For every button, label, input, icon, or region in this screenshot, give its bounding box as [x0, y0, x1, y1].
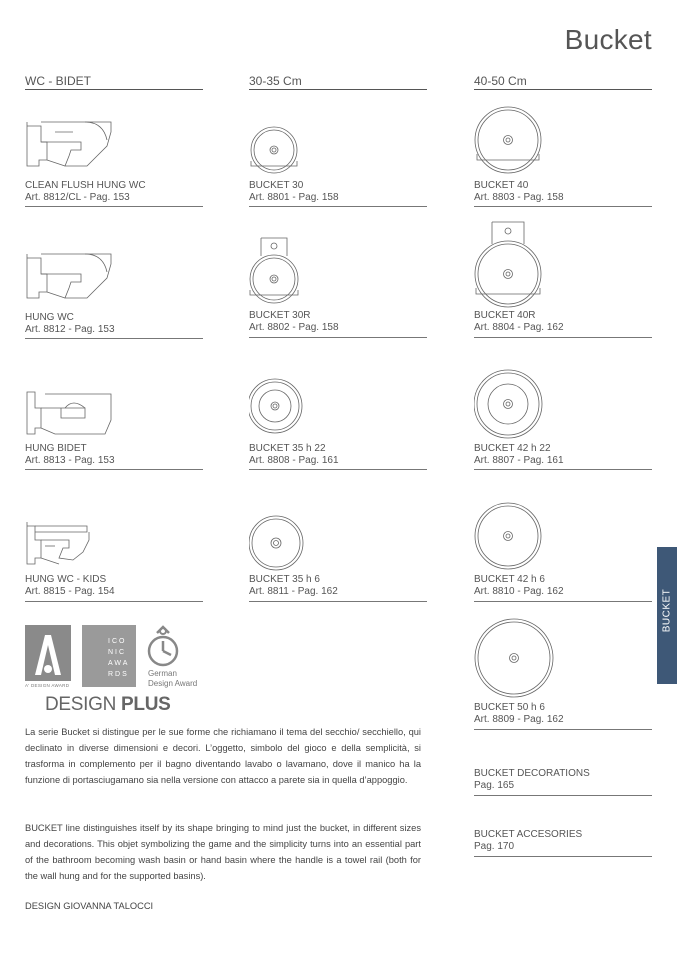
divider — [25, 601, 203, 602]
product-article: Art. 8812/CL - Pag. 153 — [25, 192, 130, 203]
product-bucket-40r[interactable] — [474, 216, 652, 342]
product-bucket-42-h22[interactable] — [474, 366, 652, 476]
product-name: BUCKET DECORATIONS — [474, 768, 590, 779]
divider — [249, 337, 427, 338]
product-article: Pag. 165 — [474, 780, 515, 791]
wc-side-drawing — [25, 252, 115, 310]
basin-top-drawing — [249, 378, 309, 438]
product-bucket-42-h6[interactable] — [474, 500, 652, 608]
design-plus-word-1: DESIGN — [45, 694, 122, 715]
iconic-line-2: NIC — [108, 649, 127, 656]
product-bucket-accesories[interactable] — [474, 827, 652, 861]
product-hung-wc[interactable] — [25, 247, 203, 342]
product-name: BUCKET 35 h 6 — [249, 574, 320, 585]
basin-top-drawing — [474, 368, 546, 440]
product-hung-wc-kids[interactable] — [25, 518, 203, 608]
product-bucket-30r[interactable] — [249, 232, 427, 342]
column-header-40-50: 40-50 Cm — [474, 74, 652, 90]
iconic-awards-logo — [82, 625, 138, 689]
a-design-award-logo — [25, 625, 73, 683]
basin-top-drawing — [474, 502, 546, 574]
basin-top-drawing — [249, 514, 309, 574]
product-bucket-50-h6[interactable] — [474, 616, 652, 734]
product-article: Art. 8809 - Pag. 162 — [474, 714, 564, 725]
divider — [474, 795, 652, 796]
divider — [249, 469, 427, 470]
column-header-30-35: 30-35 Cm — [249, 74, 427, 90]
divider — [474, 729, 652, 730]
product-name: BUCKET 30R — [249, 310, 311, 321]
product-article: Art. 8808 - Pag. 161 — [249, 455, 339, 466]
basin-top-drawing-with-handle — [249, 234, 309, 308]
iconic-line-4: RDS — [108, 671, 129, 678]
divider — [25, 206, 203, 207]
product-article: Art. 8812 - Pag. 153 — [25, 324, 115, 335]
product-name: BUCKET ACCESORIES — [474, 829, 583, 840]
divider — [474, 337, 652, 338]
product-article: Art. 8807 - Pag. 161 — [474, 455, 564, 466]
description-italian: La serie Bucket si distingue per le sue forme che richiamano il tema del secchio/ secchiello, qui declinato in diverse dimensioni e decori. L’oggetto, simbolo del gioco e della semplicità, si trasforma in complemento per il bagno diventando lavabo o lavamano, dove il manico ha la funzione di portasciugamano sia nella versione con attacco a parete sia in quella d’appoggio. — [25, 727, 421, 785]
iconic-line-3: AWA — [108, 660, 130, 667]
product-article: Art. 8802 - Pag. 158 — [249, 322, 339, 333]
page-title: Bucket — [564, 24, 652, 55]
product-hung-bidet[interactable] — [25, 380, 203, 475]
product-article: Pag. 170 — [474, 841, 515, 852]
product-bucket-decorations[interactable] — [474, 766, 652, 800]
product-bucket-35-h22[interactable] — [249, 376, 427, 476]
product-name: BUCKET 50 h 6 — [474, 702, 545, 713]
design-plus-word-2: PLUS — [121, 694, 171, 715]
product-name: BUCKET 35 h 22 — [249, 443, 326, 454]
section-side-tab[interactable] — [657, 547, 677, 684]
german-design-award-label: German Design Award — [148, 669, 198, 688]
product-name: BUCKET 40R — [474, 310, 536, 321]
divider — [474, 206, 652, 207]
divider — [474, 856, 652, 857]
product-name: HUNG WC — [25, 312, 74, 323]
bidet-side-drawing — [25, 390, 115, 440]
product-bucket-35-h6[interactable] — [249, 512, 427, 608]
basin-top-drawing-with-handle — [474, 218, 546, 310]
iconic-line-1: ICO — [108, 638, 127, 645]
product-clean-flush-hung-wc[interactable] — [25, 115, 203, 210]
product-name: CLEAN FLUSH HUNG WC — [25, 180, 146, 191]
product-article: Art. 8811 - Pag. 162 — [249, 586, 338, 597]
divider — [249, 601, 427, 602]
side-tab-label: BUCKET — [661, 588, 673, 633]
product-name: BUCKET 40 — [474, 180, 529, 191]
product-bucket-30[interactable] — [249, 118, 427, 210]
product-article: Art. 8810 - Pag. 162 — [474, 586, 564, 597]
a-design-award-caption: A' DESIGN AWARD — [25, 683, 70, 688]
product-article: Art. 8803 - Pag. 158 — [474, 192, 564, 203]
wc-side-drawing — [25, 120, 115, 180]
product-name: BUCKET 42 h 6 — [474, 574, 545, 585]
product-article: Art. 8813 - Pag. 153 — [25, 455, 115, 466]
design-plus-logo — [45, 694, 171, 716]
column-header-wc-bidet: WC - BIDET — [25, 74, 203, 90]
product-name: BUCKET 42 h 22 — [474, 443, 551, 454]
basin-top-drawing — [249, 123, 309, 177]
divider — [474, 601, 652, 602]
product-article: Art. 8804 - Pag. 162 — [474, 322, 564, 333]
german-design-award-icon — [145, 623, 185, 669]
product-article: Art. 8801 - Pag. 158 — [249, 192, 339, 203]
divider — [25, 469, 203, 470]
basin-top-drawing — [474, 618, 558, 702]
divider — [249, 206, 427, 207]
product-name: HUNG WC - KIDS — [25, 574, 107, 585]
divider — [25, 338, 203, 339]
product-article: Art. 8815 - Pag. 154 — [25, 586, 115, 597]
description-english: BUCKET line distinguishes itself by its shape bringing to mind just the bucket, in different sizes and decorations. This objet symbolizing the game and the simplicity turns into an essential part of the bathroom becoming wash basin or hand basin where the handle is a towel rail (both for the wall hung and for the supported basins). — [25, 823, 421, 881]
product-name: BUCKET 30 — [249, 180, 304, 191]
product-bucket-40[interactable] — [474, 104, 652, 210]
divider — [474, 469, 652, 470]
wc-kids-side-drawing — [25, 520, 95, 572]
product-name: HUNG BIDET — [25, 443, 87, 454]
basin-top-drawing — [474, 106, 546, 178]
designer-credit: DESIGN GIOVANNA TALOCCI — [25, 901, 154, 911]
